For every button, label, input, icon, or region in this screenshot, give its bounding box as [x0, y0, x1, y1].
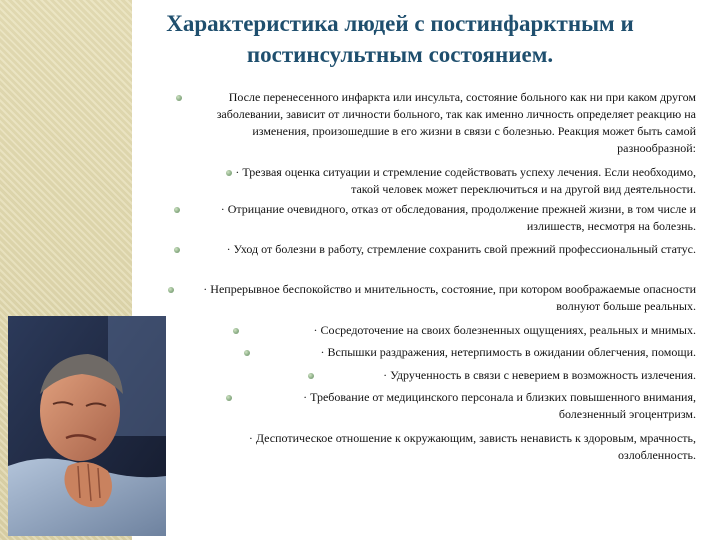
list-item — [236, 389, 696, 423]
bullet-icon — [244, 350, 250, 356]
list-item — [186, 241, 696, 258]
man-in-pain-photo — [8, 316, 166, 536]
bullet-icon — [308, 373, 314, 379]
bullet-icon — [168, 287, 174, 293]
bullet-icon — [176, 95, 182, 101]
list-item — [244, 322, 696, 339]
list-item — [320, 367, 696, 384]
list-item-text: · Отрицание очевидного, отказ от обследования, продолжение прежней жизни, в том числе и излишеств, несмотря на болезнь. — [220, 202, 696, 233]
bullet-icon — [226, 395, 232, 401]
bullet-icon — [174, 207, 180, 213]
list-item-text: · Вспышки раздражения, нетерпимость в ожидании облегчения, помощи. — [320, 345, 696, 359]
list-item-text: · Требование от медицинского персонала и близких повышенного внимания, болезненный эгоцентризм. — [303, 390, 696, 421]
list-item-text: После перенесенного инфаркта или инсульта, состояние больного как ни при каком другом заболевании, зависит от личности больного, так как именно личность определяет реакцию на изменения, произошедшие в его жизни в связи с болезнью. Реакция может быть самой разнообразной: — [216, 90, 696, 155]
bullet-icon — [174, 247, 180, 253]
list-item-text: · Уход от болезни в работу, стремление сохранить свой прежний профессиональный статус. — [226, 242, 696, 256]
list-item-text: · Трезвая оценка ситуации и стремление содействовать успеху лечения. Если необходимо, такой человек может переключиться и на другой вид деятельности. — [235, 165, 696, 196]
list-item-text: · Деспотическое отношение к окружающим, зависть ненависть к здоровым, мрачность, озлобленность. — [248, 431, 696, 462]
list-item — [186, 89, 696, 157]
list-item — [180, 281, 696, 315]
list-item-text: · Сосредоточение на своих болезненных ощущениях, реальных и мнимых. — [313, 323, 696, 337]
list-item — [212, 164, 696, 198]
list-item — [255, 344, 696, 361]
slide-title: Характеристика людей с постинфарктным и постинсультным состоянием. — [166, 11, 634, 67]
list-item — [186, 201, 696, 235]
list-item-text: · Удрученность в связи с неверием в возможность излечения. — [383, 368, 696, 382]
list-item-text: · Непрерывное беспокойство и мнительность, состояние, при котором воображаемые опасности волнуют больше реальных. — [203, 282, 696, 313]
list-item — [170, 430, 696, 464]
bullet-icon — [233, 328, 239, 334]
